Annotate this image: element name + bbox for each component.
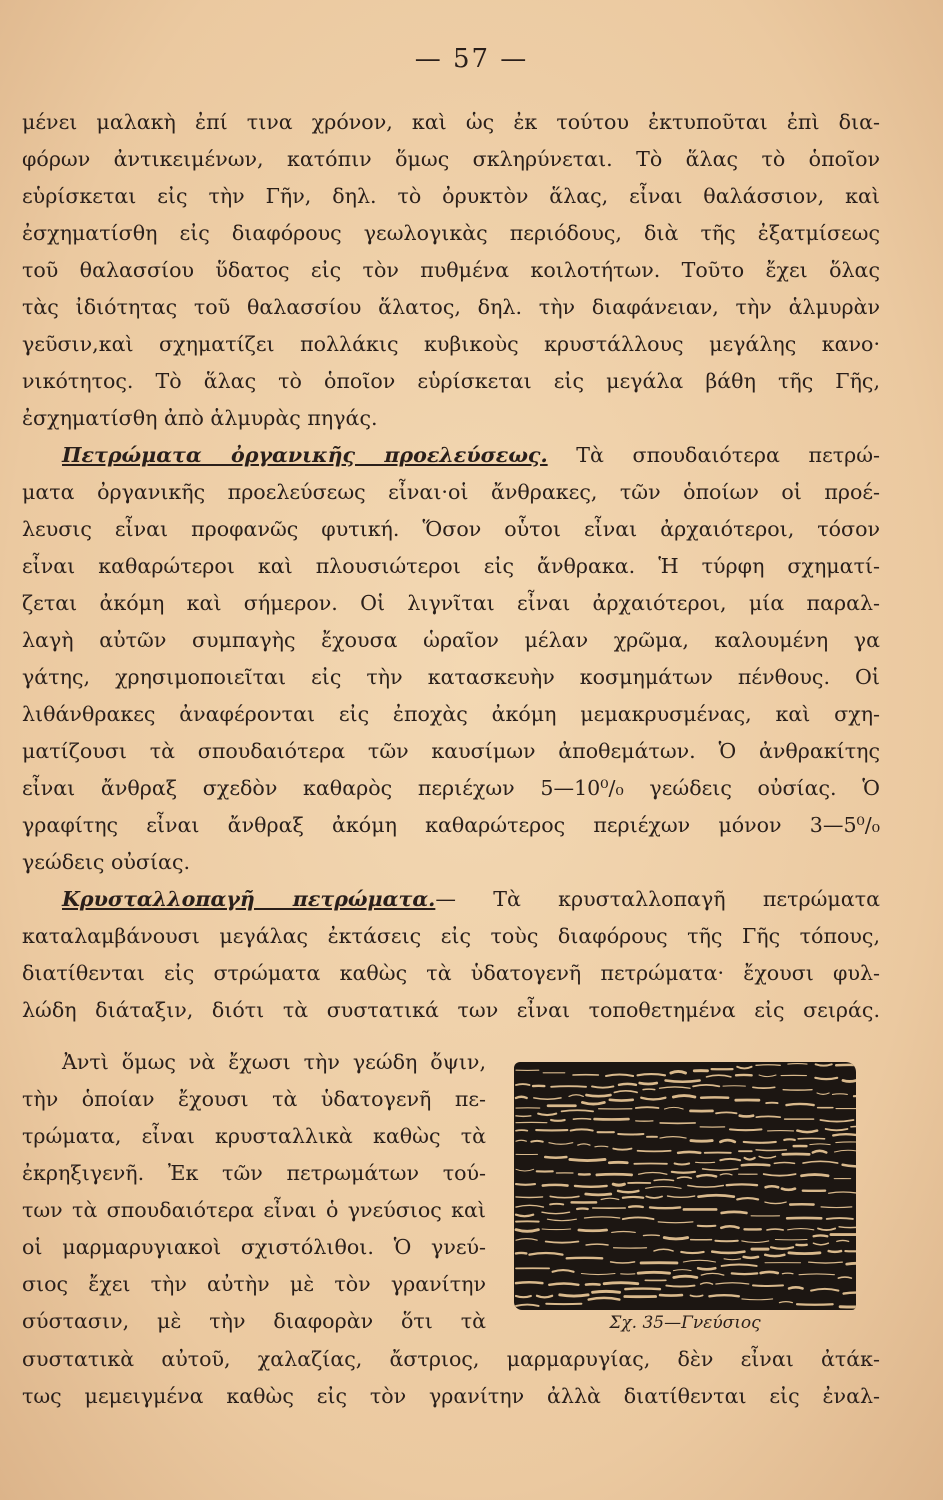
gneiss-band-stroke	[691, 1141, 712, 1142]
gneiss-band-stroke	[716, 1283, 749, 1284]
gneiss-band-stroke	[699, 1195, 734, 1196]
gneiss-band-stroke	[782, 1273, 793, 1274]
text-line: σύστασιν, μὲ τὴν διαφορὰν ὅτι τὰ	[22, 1309, 486, 1333]
gneiss-band-stroke	[737, 1067, 751, 1069]
gneiss-band-stroke	[575, 1186, 607, 1187]
gneiss-band-stroke	[592, 1086, 613, 1087]
gneiss-band-stroke	[767, 1229, 783, 1230]
gneiss-band-stroke	[839, 1227, 856, 1228]
gneiss-band-stroke	[802, 1175, 828, 1176]
gneiss-band-stroke	[678, 1177, 692, 1178]
text-line: μένει μαλακὴ ἐπί τινα χρόνον, καὶ ὡς ἐκ τούτου ἐκτυποῦται ἐπὶ δια-	[22, 110, 880, 134]
gneiss-band-stroke	[788, 1229, 814, 1230]
gneiss-band-stroke	[833, 1134, 856, 1135]
gneiss-band-stroke	[516, 1116, 531, 1117]
text-line: ἐσχηματίσθη εἰς διαφόρους γεωλογικὰς περιόδους, διὰ τῆς ἐξατμίσεως	[22, 221, 880, 245]
text-line: τοῦ θαλασσίου ὕδατος εἰς τὸν πυθμένα κοιλοτήτων. Τοῦτο ἔχει ὅλας	[22, 258, 880, 282]
narrow-column-text	[22, 1044, 486, 1340]
gneiss-band-stroke	[593, 1291, 620, 1292]
gneiss-band-stroke	[595, 1146, 608, 1147]
gneiss-band-stroke	[742, 1165, 770, 1166]
gneiss-band-stroke	[516, 1305, 539, 1306]
gneiss-band-stroke	[844, 1293, 856, 1294]
gneiss-band-stroke	[756, 1116, 780, 1117]
text-line: διατίθενται εἰς στρώματα καθὼς τὰ ὑδατογενῆ πετρώματα· ἔχουσι φυλ-	[22, 961, 880, 985]
gneiss-band-stroke	[756, 1065, 780, 1066]
gneiss-band-stroke	[797, 1131, 817, 1132]
text-line: ματίζουσι τὰ σπουδαιότερα τῶν καυσίμων ἀποθεμάτων. Ὁ ἀνθρακίτης	[22, 739, 880, 763]
gneiss-band-stroke	[673, 1270, 691, 1271]
gneiss-band-stroke	[638, 1151, 671, 1152]
text-line: εἶναι καθαρώτεροι καὶ πλουσιώτεροι εἰς ἄνθρακα. Ἡ τύρφη σχηματί-	[22, 554, 880, 578]
gneiss-band-stroke	[589, 1298, 620, 1300]
gneiss-band-stroke	[638, 1272, 669, 1273]
gneiss-band-stroke	[766, 1186, 779, 1187]
text-line: εὑρίσκεται εἰς τὴν Γῆν, δηλ. τὸ ὀρυκτὸν ἅλας, εἶναι θαλάσσιον, καὶ	[22, 184, 880, 208]
gneiss-band-stroke	[832, 1094, 847, 1095]
gneiss-band-stroke	[774, 1162, 794, 1163]
gneiss-band-stroke	[625, 1289, 660, 1290]
gneiss-band-stroke	[611, 1262, 635, 1263]
gneiss-band-stroke	[537, 1296, 552, 1298]
gneiss-band-stroke	[516, 1169, 534, 1171]
gneiss-band-stroke	[813, 1151, 826, 1153]
gneiss-band-stroke	[789, 1253, 820, 1254]
gneiss-band-stroke	[799, 1274, 834, 1275]
text-line: σιος ἔχει τὴν αὐτὴν μὲ τὸν γρανίτην	[22, 1272, 486, 1296]
gneiss-band-stroke	[681, 1252, 703, 1253]
gneiss-band-stroke	[837, 1240, 849, 1241]
gneiss-band-stroke	[638, 1074, 665, 1075]
text-line: ματα ὀργανικῆς προελεύσεως εἶναι·οἱ ἄνθρακες, τῶν ὁποίων οἱ προέ-	[22, 480, 880, 504]
gneiss-band-stroke	[753, 1285, 783, 1286]
gneiss-band-stroke	[810, 1144, 830, 1145]
gneiss-band-stroke	[759, 1075, 776, 1077]
text-line: συστατικὰ αὐτοῦ, χαλαζίας, ἄστριος, μαρμαρυγίας, δὲν εἶναι ἀτάκ-	[22, 1347, 880, 1371]
gneiss-band-stroke	[701, 1283, 713, 1284]
section-heading-organic: Πετρώματα ὀργανικῆς προελεύσεως.	[62, 443, 548, 467]
text-line: Ἀντὶ ὅμως νὰ ἔχωσι τὴν γεώδη ὄψιν,	[62, 1050, 486, 1074]
gneiss-band-stroke	[756, 1150, 786, 1151]
gneiss-band-stroke	[732, 1273, 757, 1274]
gneiss-band-stroke	[764, 1174, 796, 1176]
gneiss-band-stroke	[838, 1277, 851, 1278]
gneiss-band-stroke	[834, 1150, 856, 1152]
text-line: τρώματα, εἶναι κρυσταλλικὰ καθὼς τὰ	[22, 1124, 486, 1148]
gneiss-band-stroke	[851, 1126, 856, 1127]
gneiss-band-stroke	[623, 1197, 643, 1198]
gneiss-band-stroke	[720, 1159, 740, 1160]
gneiss-band-stroke	[843, 1165, 856, 1167]
gneiss-band-stroke	[623, 1217, 654, 1219]
section-organic-first-line	[22, 437, 880, 474]
gneiss-band-stroke	[697, 1175, 716, 1176]
text-line: γεώδεις οὐσίας.	[22, 850, 191, 874]
gneiss-band-stroke	[606, 1075, 633, 1076]
gneiss-band-stroke	[597, 1174, 632, 1175]
gneiss-band-stroke	[745, 1158, 755, 1160]
gneiss-band-stroke	[516, 1282, 542, 1283]
gneiss-band-stroke	[666, 1286, 694, 1287]
gneiss-band-stroke	[573, 1119, 590, 1120]
gneiss-band-stroke	[516, 1230, 538, 1232]
text-line: ἐκρηξιγενῆ. Ἐκ τῶν πετρωμάτων τού-	[22, 1161, 486, 1185]
text-line: λώδη διάταξιν, διότι τὰ συστατικά των εἶναι τοποθετημένα εἰς σειράς.	[22, 998, 880, 1022]
gneiss-band-stroke	[516, 1215, 533, 1217]
gneiss-band-stroke	[779, 1302, 792, 1303]
gneiss-band-stroke	[788, 1064, 807, 1065]
gneiss-band-stroke	[722, 1265, 757, 1266]
gneiss-band-stroke	[551, 1120, 564, 1121]
gneiss-band-stroke	[516, 1084, 530, 1085]
text-line: ζεται ἀκόμη καὶ σήμερον. Οἱ λιγνῖται εἶναι ἀρχαιότεροι, μία παραλ-	[22, 591, 880, 615]
gneiss-band-stroke	[753, 1087, 775, 1088]
gneiss-band-stroke	[639, 1173, 667, 1175]
text-line: των τὰ σπουδαιότερα εἶναι ὁ γνεύσιος καὶ	[22, 1198, 486, 1222]
gneiss-band-stroke	[765, 1255, 784, 1256]
gneiss-band-stroke	[787, 1104, 814, 1105]
gneiss-band-stroke	[531, 1141, 542, 1142]
gneiss-band-stroke	[817, 1093, 829, 1094]
gneiss-band-stroke	[618, 1134, 643, 1135]
gneiss-band-stroke	[542, 1229, 570, 1230]
gneiss-band-stroke	[516, 1239, 537, 1241]
gneiss-band-stroke	[722, 1212, 747, 1213]
gneiss-band-stroke	[744, 1142, 776, 1143]
gneiss-band-stroke	[821, 1207, 852, 1208]
section-crystal-first-line	[22, 881, 880, 918]
gneiss-band-stroke	[604, 1283, 638, 1284]
gneiss-band-stroke	[843, 1080, 856, 1081]
gneiss-band-stroke	[516, 1130, 527, 1131]
gneiss-band-stroke	[820, 1120, 853, 1122]
gneiss-band-stroke	[675, 1163, 689, 1164]
gneiss-rock-engraving-icon	[514, 1062, 856, 1310]
gneiss-band-stroke	[827, 1218, 853, 1219]
gneiss-band-stroke	[543, 1185, 568, 1186]
gneiss-band-stroke	[847, 1263, 856, 1264]
gneiss-band-stroke	[516, 1097, 527, 1098]
gneiss-band-stroke	[782, 1189, 795, 1190]
gneiss-band-stroke	[706, 1075, 730, 1077]
gneiss-band-stroke	[547, 1219, 576, 1221]
text-line: οἱ μαρμαρυγιακοὶ σχιστόλιθοι. Ὁ γνεύ-	[22, 1235, 486, 1259]
gneiss-band-stroke	[586, 1194, 611, 1195]
gneiss-band-stroke	[678, 1152, 700, 1153]
text-line: καταλαμβάνουσι μεγάλας ἐκτάσεις εἰς τοὺς διαφόρους τῆς Γῆς τόπους,	[22, 924, 880, 948]
text-line: ἐσχηματίσθη ἀπὸ ἁλμυρὰς πηγάς.	[22, 406, 378, 430]
page-number: — 57 —	[414, 44, 529, 74]
gneiss-band-stroke	[614, 1091, 637, 1093]
gneiss-band-stroke	[618, 1191, 638, 1192]
bottom-text	[22, 1341, 880, 1415]
gneiss-band-stroke	[643, 1089, 655, 1090]
gneiss-band-stroke	[562, 1110, 594, 1111]
gneiss-band-stroke	[582, 1102, 604, 1104]
gneiss-band-stroke	[784, 1139, 795, 1140]
gneiss-band-stroke	[811, 1289, 838, 1291]
gneiss-band-stroke	[660, 1087, 691, 1088]
gneiss-band-stroke	[551, 1086, 586, 1087]
gneiss-band-stroke	[814, 1235, 828, 1236]
gneiss-band-stroke	[789, 1287, 802, 1288]
gneiss-band-stroke	[759, 1156, 775, 1158]
gneiss-band-stroke	[586, 1244, 608, 1245]
gneiss-band-stroke	[516, 1296, 531, 1297]
gneiss-band-stroke	[601, 1198, 619, 1199]
text-line: νικότητος. Τὸ ἅλας τὸ ὁποῖον εὑρίσκεται εἰς μεγάλα βάθη τῆς Γῆς,	[22, 369, 880, 393]
gneiss-band-stroke	[553, 1270, 574, 1272]
gneiss-band-stroke	[641, 1098, 665, 1100]
text-line: γάτης, χρησιμοποιεῖται εἰς τὴν κατασκευὴν κοσμημάτων πένθους. Οἱ	[22, 665, 880, 689]
gneiss-band-stroke	[664, 1238, 687, 1239]
gneiss-band-stroke	[744, 1257, 758, 1258]
gneiss-band-stroke	[815, 1078, 837, 1079]
gneiss-band-stroke	[716, 1112, 737, 1113]
gneiss-band-stroke	[709, 1295, 738, 1296]
text-line: λαγὴ αὐτῶν συμπαγὴς ἔχουσα ὡραῖον μέλαν χρῶμα, καλουμένη γα	[22, 628, 880, 652]
gneiss-band-stroke	[579, 1230, 607, 1231]
gneiss-band-stroke	[549, 1283, 578, 1284]
gneiss-band-stroke	[516, 1140, 526, 1141]
gneiss-band-stroke	[673, 1096, 694, 1097]
section-crystal-rest: — Τὰ κρυσταλλοπαγῆ πετρώματα	[435, 887, 880, 911]
gneiss-band-stroke	[610, 1100, 633, 1101]
gneiss-band-stroke	[643, 1235, 659, 1236]
gneiss-band-stroke	[619, 1084, 636, 1085]
gneiss-band-stroke	[829, 1251, 841, 1252]
gneiss-band-stroke	[516, 1253, 526, 1254]
gneiss-band-stroke	[516, 1197, 543, 1198]
gneiss-band-stroke	[797, 1304, 833, 1305]
gneiss-band-stroke	[765, 1202, 786, 1203]
gneiss-band-stroke	[546, 1242, 579, 1243]
gneiss-band-stroke	[650, 1207, 680, 1208]
gneiss-band-stroke	[712, 1252, 744, 1253]
gneiss-band-stroke	[660, 1137, 686, 1138]
gneiss-band-stroke	[570, 1159, 605, 1160]
gneiss-band-stroke	[560, 1295, 588, 1296]
gneiss-band-stroke	[545, 1157, 566, 1158]
gneiss-band-stroke	[654, 1180, 673, 1181]
gneiss-band-stroke	[672, 1172, 695, 1173]
gneiss-band-stroke	[730, 1129, 761, 1130]
gneiss-band-stroke	[550, 1196, 579, 1197]
section-heading-crystal: Κρυσταλλοπαγῆ πετρώματα.	[62, 887, 436, 911]
gneiss-band-stroke	[665, 1107, 684, 1109]
gneiss-band-stroke	[586, 1095, 610, 1096]
gneiss-band-stroke	[698, 1268, 715, 1269]
gneiss-band-stroke	[803, 1161, 838, 1163]
gneiss-band-stroke	[612, 1231, 636, 1232]
gneiss-figure	[514, 1062, 856, 1310]
gneiss-band-stroke	[668, 1196, 695, 1197]
gneiss-band-stroke	[721, 1226, 738, 1228]
gneiss-band-stroke	[742, 1299, 773, 1300]
gneiss-band-stroke	[720, 1174, 732, 1175]
text-line: τὴν ὁποίαν ἔχουσι τὰ ὑδατογενῆ πε-	[22, 1087, 486, 1111]
gneiss-band-stroke	[666, 1080, 700, 1081]
text-line: γραφίτης εἶναι ἄνθραξ ἀκόμη καθαρώτερος περιέχων μόνον 3—5⁰/₀	[22, 813, 880, 837]
gneiss-band-stroke	[581, 1273, 615, 1274]
gneiss-band-stroke	[836, 1142, 856, 1143]
gneiss-band-stroke	[549, 1143, 573, 1145]
gneiss-band-stroke	[715, 1241, 737, 1242]
gneiss-band-stroke	[516, 1205, 543, 1207]
gneiss-band-stroke	[727, 1184, 757, 1185]
gneiss-band-stroke	[529, 1253, 562, 1255]
gneiss-band-stroke	[671, 1071, 686, 1073]
text-line: φόρων ἀντικειμένων, κατόπιν ὅμως σκληρύνεται. Τὸ ἅλας τὸ ὁποῖον	[22, 147, 880, 171]
gneiss-band-stroke	[761, 1272, 778, 1273]
gneiss-band-stroke	[654, 1249, 673, 1251]
gneiss-band-stroke	[577, 1208, 588, 1209]
gneiss-band-stroke	[720, 1140, 734, 1142]
gneiss-band-stroke	[690, 1295, 702, 1296]
gneiss-band-stroke	[578, 1144, 590, 1145]
gneiss-band-stroke	[571, 1129, 593, 1130]
gneiss-band-stroke	[701, 1273, 724, 1275]
text-line: γεῦσιν,καὶ σχηματίζει πολλάκις κυβικοὺς κρυστάλλους μεγάλης κανο·	[22, 332, 880, 356]
gneiss-band-stroke	[742, 1241, 769, 1243]
gneiss-band-stroke	[542, 1212, 570, 1214]
gneiss-band-stroke	[737, 1198, 758, 1199]
gneiss-band-stroke	[740, 1116, 753, 1117]
section-organic-rest: Τὰ σπουδαιότερα πετρώ-	[547, 443, 880, 467]
text-line: λιθάνθρακες ἀναφέρονται εἰς ἐποχὰς ἀκόμη μεμακρυσμένας, καὶ σχη-	[22, 702, 880, 726]
gneiss-band-stroke	[629, 1206, 643, 1207]
text-line: τως μεμειγμένα καθὼς εἰς τὸν γρανίτην ἀλλὰ διατίθενται εἰς ἐναλ-	[22, 1384, 880, 1408]
gneiss-band-stroke	[646, 1187, 681, 1189]
gneiss-band-stroke	[569, 1095, 583, 1097]
gneiss-band-stroke	[683, 1260, 715, 1262]
gneiss-band-stroke	[816, 1064, 832, 1065]
gneiss-band-stroke	[674, 1276, 697, 1277]
gneiss-band-stroke	[516, 1184, 535, 1185]
gneiss-band-stroke	[829, 1192, 856, 1193]
main-text	[22, 104, 880, 1029]
gneiss-band-stroke	[584, 1217, 619, 1218]
text-line: λευσις εἶναι προφανῶς φυτική. Ὅσον οὗτοι εἶναι ἀρχαιότεροι, τόσον	[22, 517, 880, 541]
gneiss-band-stroke	[826, 1129, 848, 1130]
gneiss-band-stroke	[771, 1247, 793, 1248]
text-line: τὰς ἰδιότητας τοῦ θαλασσίου ἅλατος, δηλ. τὴν διαφάνειαν, τὴν ἁλμυρὰν	[22, 295, 880, 319]
gneiss-band-stroke	[534, 1098, 561, 1099]
gneiss-band-stroke	[640, 1083, 657, 1084]
gneiss-band-stroke	[809, 1262, 843, 1263]
text-line: εἶναι ἄνθραξ σχεδὸν καθαρὸς περιέχων 5—10⁰/₀ γεώδεις οὐσίας. Ὁ	[22, 776, 880, 800]
gneiss-band-stroke	[688, 1185, 723, 1187]
gneiss-band-stroke	[613, 1184, 624, 1185]
gneiss-band-stroke	[646, 1196, 662, 1198]
gneiss-band-stroke	[813, 1243, 828, 1245]
gneiss-band-stroke	[636, 1107, 659, 1108]
gneiss-band-stroke	[818, 1228, 835, 1230]
gneiss-band-stroke	[703, 1169, 738, 1170]
gneiss-band-stroke	[550, 1204, 563, 1205]
gneiss-band-stroke	[693, 1085, 719, 1086]
gneiss-band-stroke	[613, 1149, 631, 1150]
gneiss-band-stroke	[538, 1114, 556, 1115]
gneiss-band-stroke	[658, 1222, 693, 1223]
figure-caption: Σχ. 35—Γνεύσιος	[609, 1313, 761, 1333]
gneiss-band-stroke	[724, 1259, 740, 1260]
